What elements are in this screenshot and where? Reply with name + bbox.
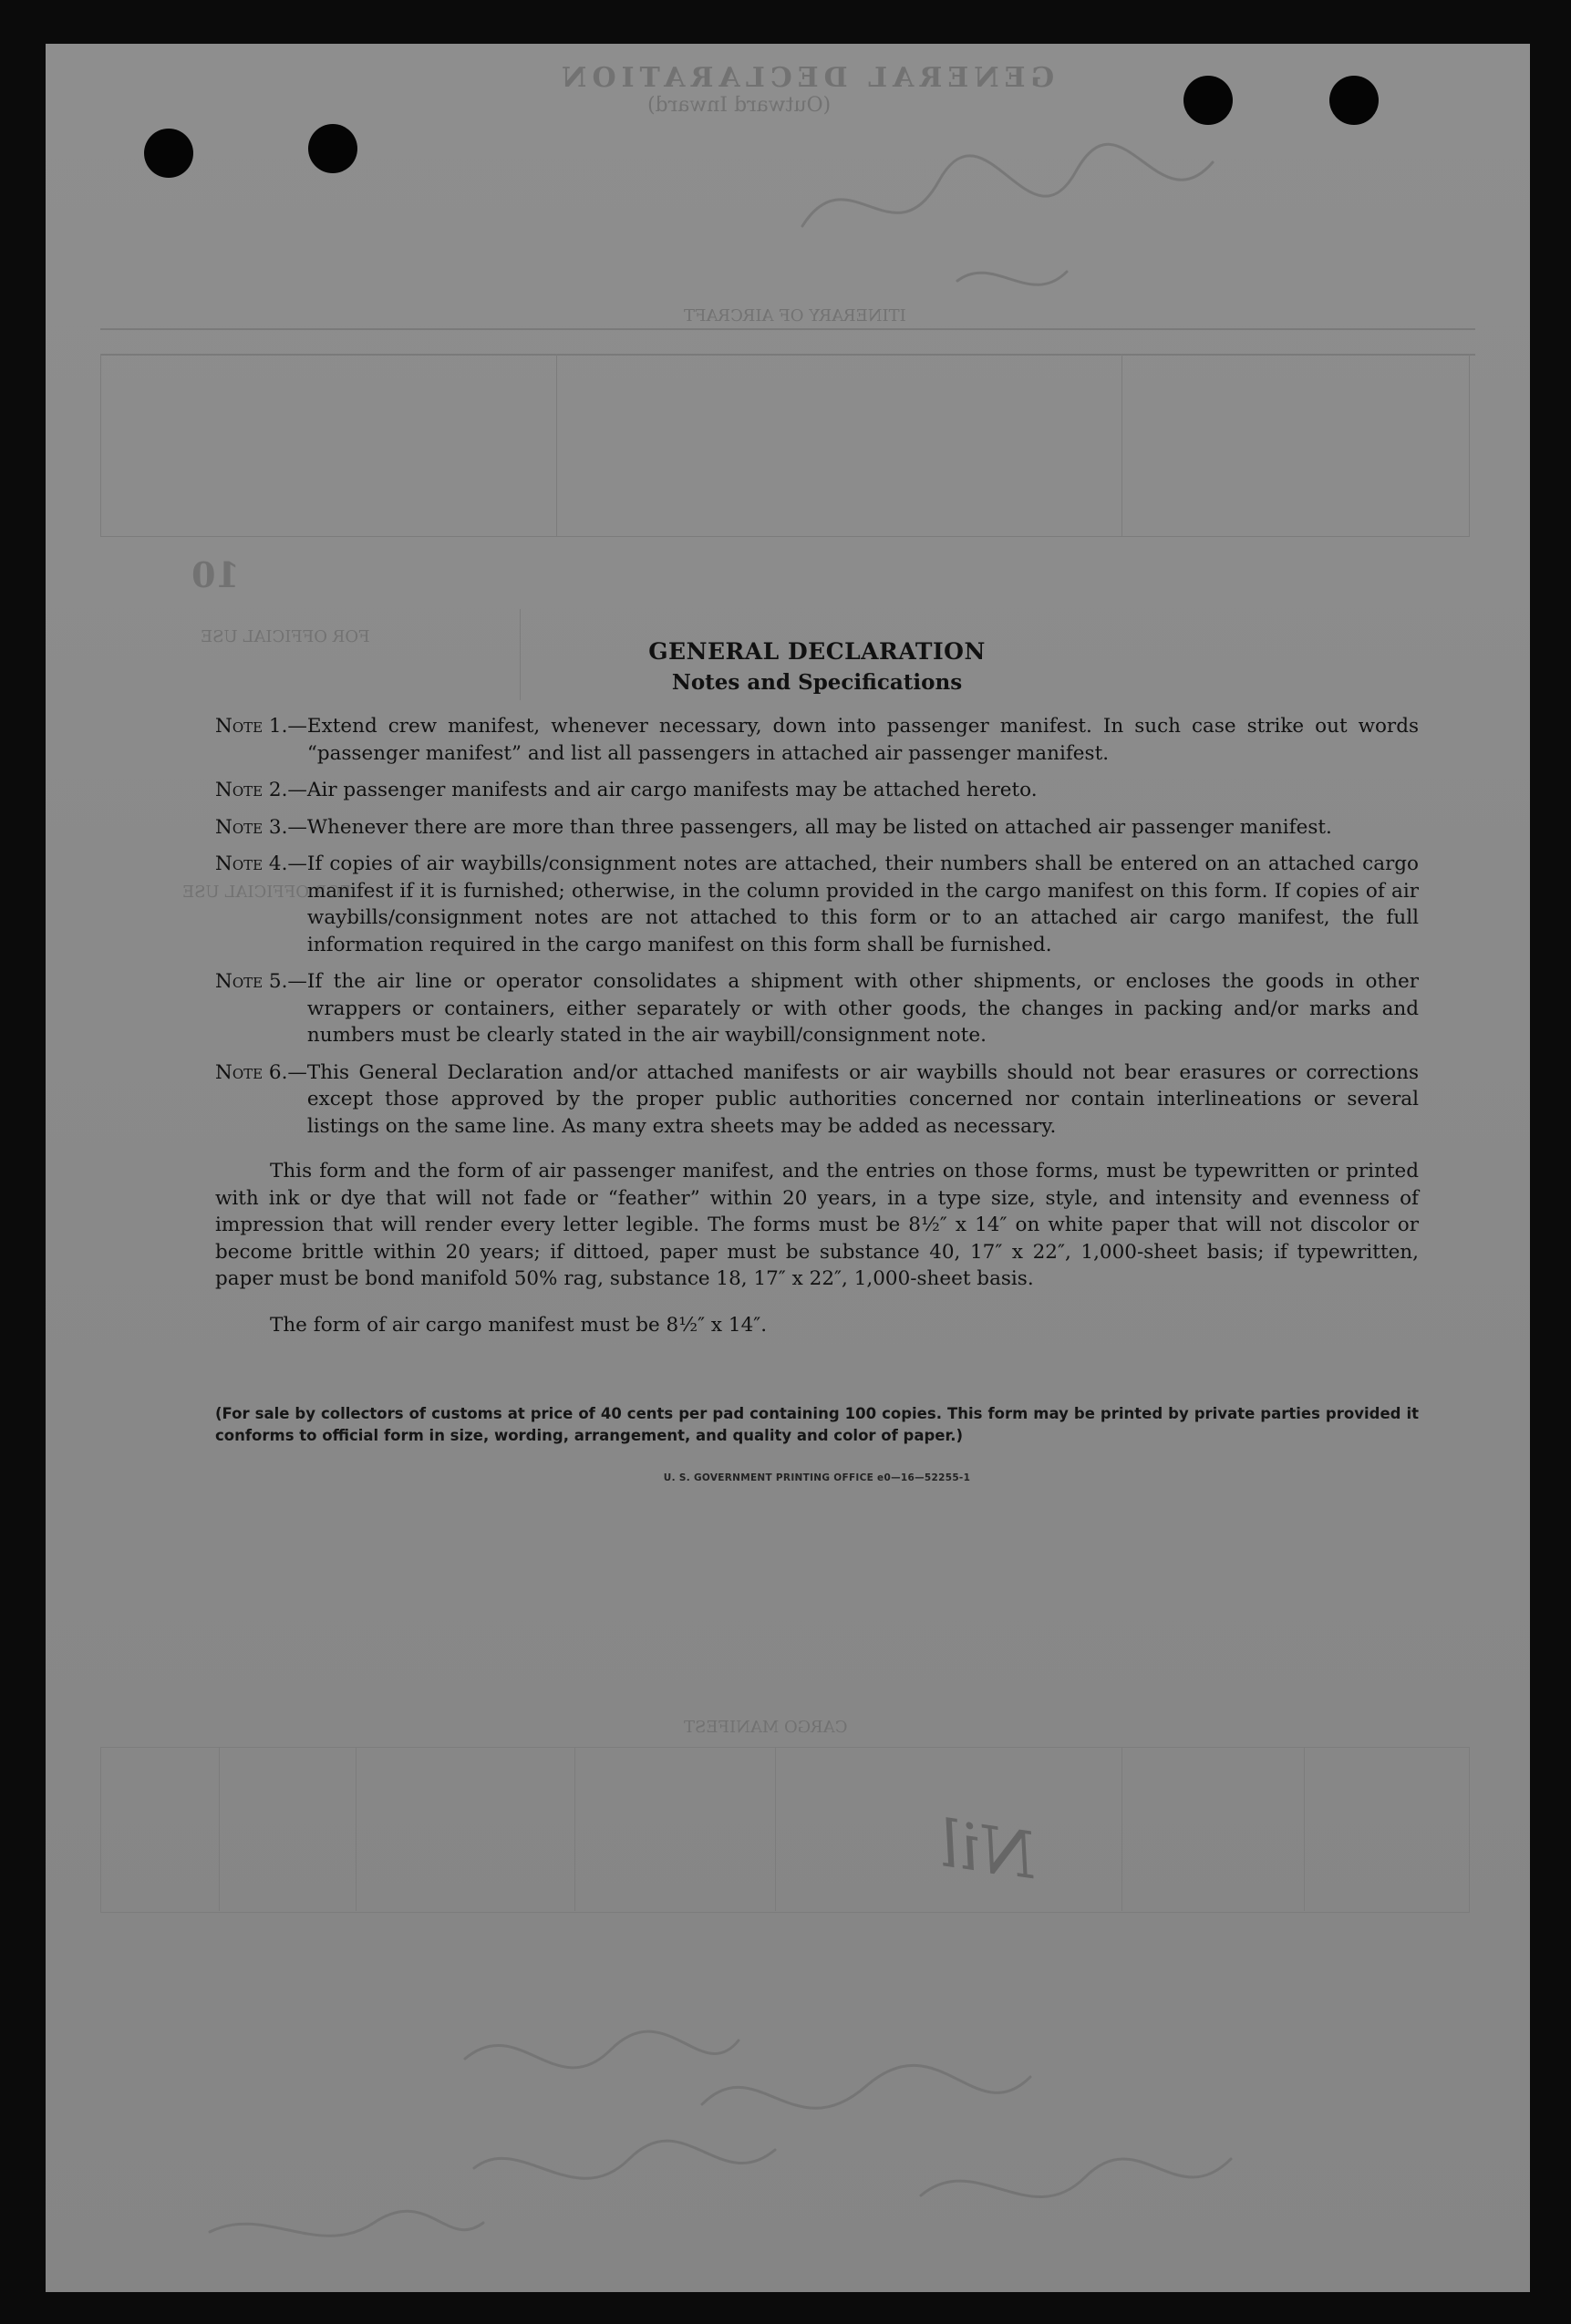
- bleed-through-title: GENERAL DECLARATION: [556, 62, 1055, 94]
- note-text: This General Declaration and/or attached manifests or air waybills should not bear erasures or corrections except those approved by the proper public authorities concerned nor contain interlineations or several listings on the same line. As many extra sheets may be added as necessary.: [306, 1060, 1419, 1138]
- printing-office-line: U. S. GOVERNMENT PRINTING OFFICE e0—16—52255-1: [663, 1472, 971, 1483]
- form-specification-paragraph: This form and the form of air passenger manifest, and the entries on those forms, must be typewritten or printed with ink or dye that will not fade or “feather” within 20 years, in a type size, style, and intensity and evenness of impression that will render every letter legible. The forms must be 8½″ x 14″ on white paper that will not discolor or become brittle within 20 years; if dittoed, paper must be substance 40, 17″ x 22″, 1,000-sheet basis; if typewritten, paper must be bond manifold 50% rag, substance 18, 17″ x 22″, 1,000-sheet basis.: [215, 1160, 1419, 1290]
- bleed-through-cargo-manifest: CARGO MANIFEST: [684, 1718, 848, 1737]
- note-label: Note 2.—: [215, 779, 307, 801]
- sale-notice: (For sale by collectors of customs at price of 40 cents per pad containing 100 copies. This form may be printed by private parties provided it conforms to official form in size, wording, arrangement, and quality and color of paper.): [215, 1404, 1419, 1444]
- bleed-through-page-number: 10: [191, 554, 240, 595]
- note-label: Note 3.—: [215, 815, 307, 839]
- note-1: [215, 713, 1419, 767]
- notes-title: GENERAL DECLARATION: [648, 638, 986, 665]
- note-3: [215, 814, 1419, 842]
- notes-section: [215, 636, 1419, 1483]
- bleed-through-handwriting: Nil: [934, 1806, 1041, 1894]
- bleed-through-itinerary: ITINERARY OF AIRCRAFT: [684, 306, 906, 325]
- note-label: Note 6.—: [215, 1060, 307, 1084]
- note-5: [215, 968, 1419, 1049]
- note-4: [215, 851, 1419, 958]
- document-page: [46, 44, 1530, 2292]
- cargo-manifest-size-note: The form of air cargo manifest must be 8½″ x 14″.: [270, 1314, 768, 1337]
- note-2: [215, 777, 1419, 804]
- note-text: If the air line or operator consolidates a shipment with other shipments, or encloses the goods in other wrappers or containers, either separately or with other goods, the changes in packing and/or marks and numbers must be clearly stated in the air waybill/consignment note.: [306, 970, 1419, 1047]
- notes-subtitle: Notes and Specifications: [671, 670, 963, 695]
- bleed-through-subtitle: (Outward Inward): [647, 94, 832, 117]
- note-text: Air passenger manifests and air cargo manifests may be attached hereto.: [306, 779, 1038, 801]
- note-text: If copies of air waybills/consignment notes are attached, their numbers shall be entered on an attached cargo manifest if it is furnished; otherwise, in the column provided in the cargo manifest on this form. If copies of air waybills/consignment notes are not attached to this form or to an attached air cargo manifest, the full information required in the cargo manifest on this form shall be furnished.: [306, 852, 1419, 956]
- note-6: [215, 1059, 1419, 1141]
- note-label: Note 5.—: [215, 970, 307, 993]
- bleed-through-official-use: FOR OFFICIAL USE: [182, 883, 352, 902]
- note-label: Note 4.—: [215, 852, 307, 875]
- note-text: Extend crew manifest, whenever necessary, down into passenger manifest. In such case strike out words “passenger manifest” and list all passengers in attached air passenger manifest.: [306, 715, 1419, 765]
- note-label: Note 1.—: [215, 715, 307, 738]
- note-text: Whenever there are more than three passengers, all may be listed on attached air passenger manifest.: [306, 815, 1332, 839]
- bleed-through-official-use: FOR OFFICIAL USE: [201, 627, 370, 646]
